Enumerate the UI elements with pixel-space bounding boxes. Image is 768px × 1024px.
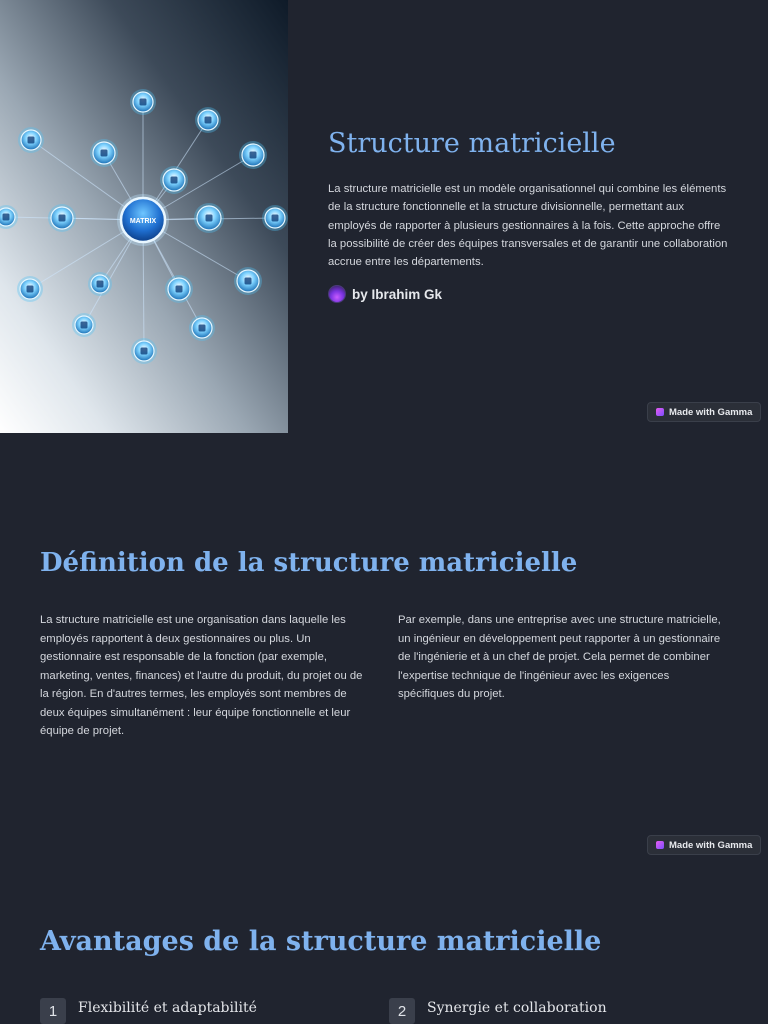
network-node-icon: [234, 267, 262, 295]
advantage-item-1: [40, 998, 257, 1024]
slide2-title: Définition de la structure matricielle: [40, 548, 578, 578]
slide1-title: Structure matricielle: [328, 128, 616, 159]
network-node-icon: [194, 203, 224, 233]
network-node-icon: [48, 204, 76, 232]
network-node-icon: [17, 276, 43, 302]
network-node-icon: [130, 89, 156, 115]
network-node-icon: [0, 205, 18, 229]
slide3-title: Avantages de la structure matricielle: [40, 926, 602, 957]
network-node-icon: [239, 141, 267, 169]
matrix-network-image: [0, 0, 288, 433]
advantage-number-badge: 2: [389, 998, 415, 1024]
network-node-icon: [131, 338, 157, 364]
network-node-icon: [88, 272, 112, 296]
network-node-icon: [160, 166, 188, 194]
matrix-hub: [117, 194, 169, 246]
advantage-number-badge: 1: [40, 998, 66, 1024]
author-credit[interactable]: [328, 285, 442, 303]
made-with-gamma-badge-2[interactable]: [647, 835, 761, 855]
network-node-icon: [18, 127, 44, 153]
network-node-icon: [165, 275, 193, 303]
definition-right-text: Par exemple, dans une entreprise avec une structure matricielle, un ingénieur en développement peut rapporter à un gestionnaire de l'ingénierie et à un chef de projet. Cela permet de combiner l'expertise technique de l'ingénieur avec les exigences spécifiques du projet.: [398, 614, 721, 700]
network-node-icon: [262, 205, 288, 231]
network-node-icon: [189, 315, 215, 341]
network-diagram: [0, 0, 288, 433]
made-with-gamma-label: Made with Gamma: [669, 406, 753, 418]
network-node-icon: [195, 107, 221, 133]
made-with-gamma-label: Made with Gamma: [669, 839, 753, 851]
author-avatar: [328, 285, 346, 303]
made-with-gamma-badge[interactable]: [647, 402, 761, 422]
advantage-item-2: [389, 998, 607, 1024]
advantage-label: Synergie et collaboration: [427, 1000, 607, 1016]
gamma-logo-icon: [656, 841, 664, 849]
slide-structure-matricielle: [0, 0, 768, 433]
matrix-hub-label: MATRIX: [129, 218, 157, 225]
network-node-icon: [90, 139, 118, 167]
advantage-label: Flexibilité et adaptabilité: [78, 1000, 257, 1016]
network-node-icon: [72, 313, 96, 337]
gamma-logo-icon: [656, 408, 664, 416]
author-name: by Ibrahim Gk: [352, 286, 443, 302]
definition-left-text: La structure matricielle est une organisation dans laquelle les employés rapportent à deux gestionnaires ou plus. Un gestionnaire est responsable de la fonction (par exemple, marketing, ventes, finances) et l'autre du produit, du projet ou de la région. En d'autres termes, les employés sont membres de deux équipes simultanément : leur équipe fonctionnelle et leur équipe de projet.: [40, 614, 363, 737]
slide1-description: La structure matricielle est un modèle organisationnel qui combine les éléments de la structure fonctionnelle et la structure divisionnelle, permettant aux employés de rapporter à plusieurs gestionnaires à la fois. Cette approche offre la possibilité de créer des équipes transversales et de garantir une collaboration accrue entre les départements.: [328, 183, 728, 269]
